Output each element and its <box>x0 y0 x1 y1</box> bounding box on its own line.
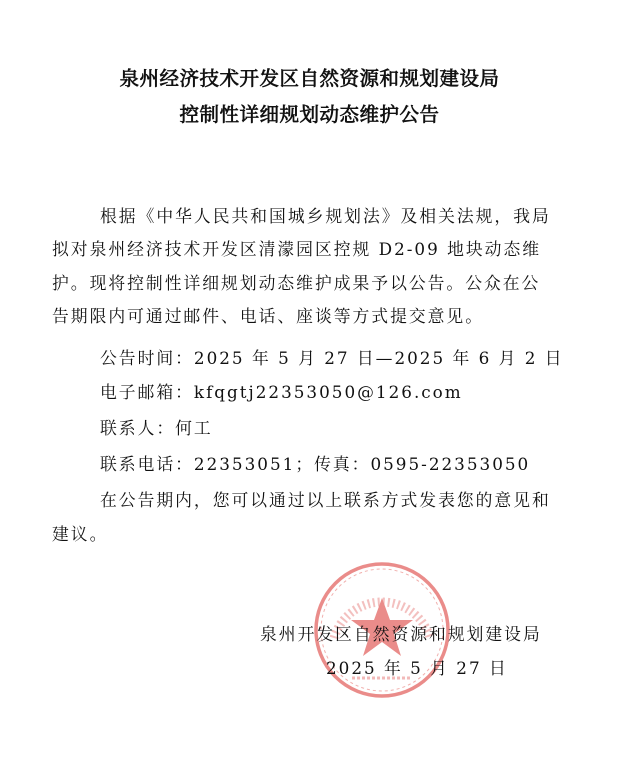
notice-period: 公告时间：2025 年 5 月 27 日—2025 年 6 月 2 日 <box>100 348 564 368</box>
contact-person: 联系人：何工 <box>100 418 213 438</box>
notice-title-line2: 控制性详细规划动态维护公告 <box>179 103 440 126</box>
issuer-name: 泉州开发区自然资源和规划建设局 <box>260 624 542 644</box>
paragraph-line: 根据《中华人民共和国城乡规划法》及相关法规，我局 <box>100 206 551 226</box>
closing-line: 在公告期内，您可以通过以上联系方式发表您的意见和 <box>100 490 551 510</box>
issue-date: 2025 年 5 月 27 日 <box>326 658 508 678</box>
paragraph-line: 拟对泉州经济技术开发区清濛园区控规 D2-09 地块动态维 <box>52 239 542 259</box>
paragraph-line: 告期限内可通过邮件、电话、座谈等方式提交意见。 <box>52 306 484 326</box>
closing-line: 建议。 <box>52 524 109 544</box>
notice-title-line1: 泉州经济技术开发区自然资源和规划建设局 <box>119 67 500 90</box>
contact-phone-fax: 联系电话：22353051；传真：0595-22353050 <box>100 454 531 474</box>
contact-email: 电子邮箱：kfqgtj22353050@126.com <box>100 382 463 402</box>
paragraph-line: 护。现将控制性详细规划动态维护成果予以公告。公众在公 <box>52 273 541 293</box>
